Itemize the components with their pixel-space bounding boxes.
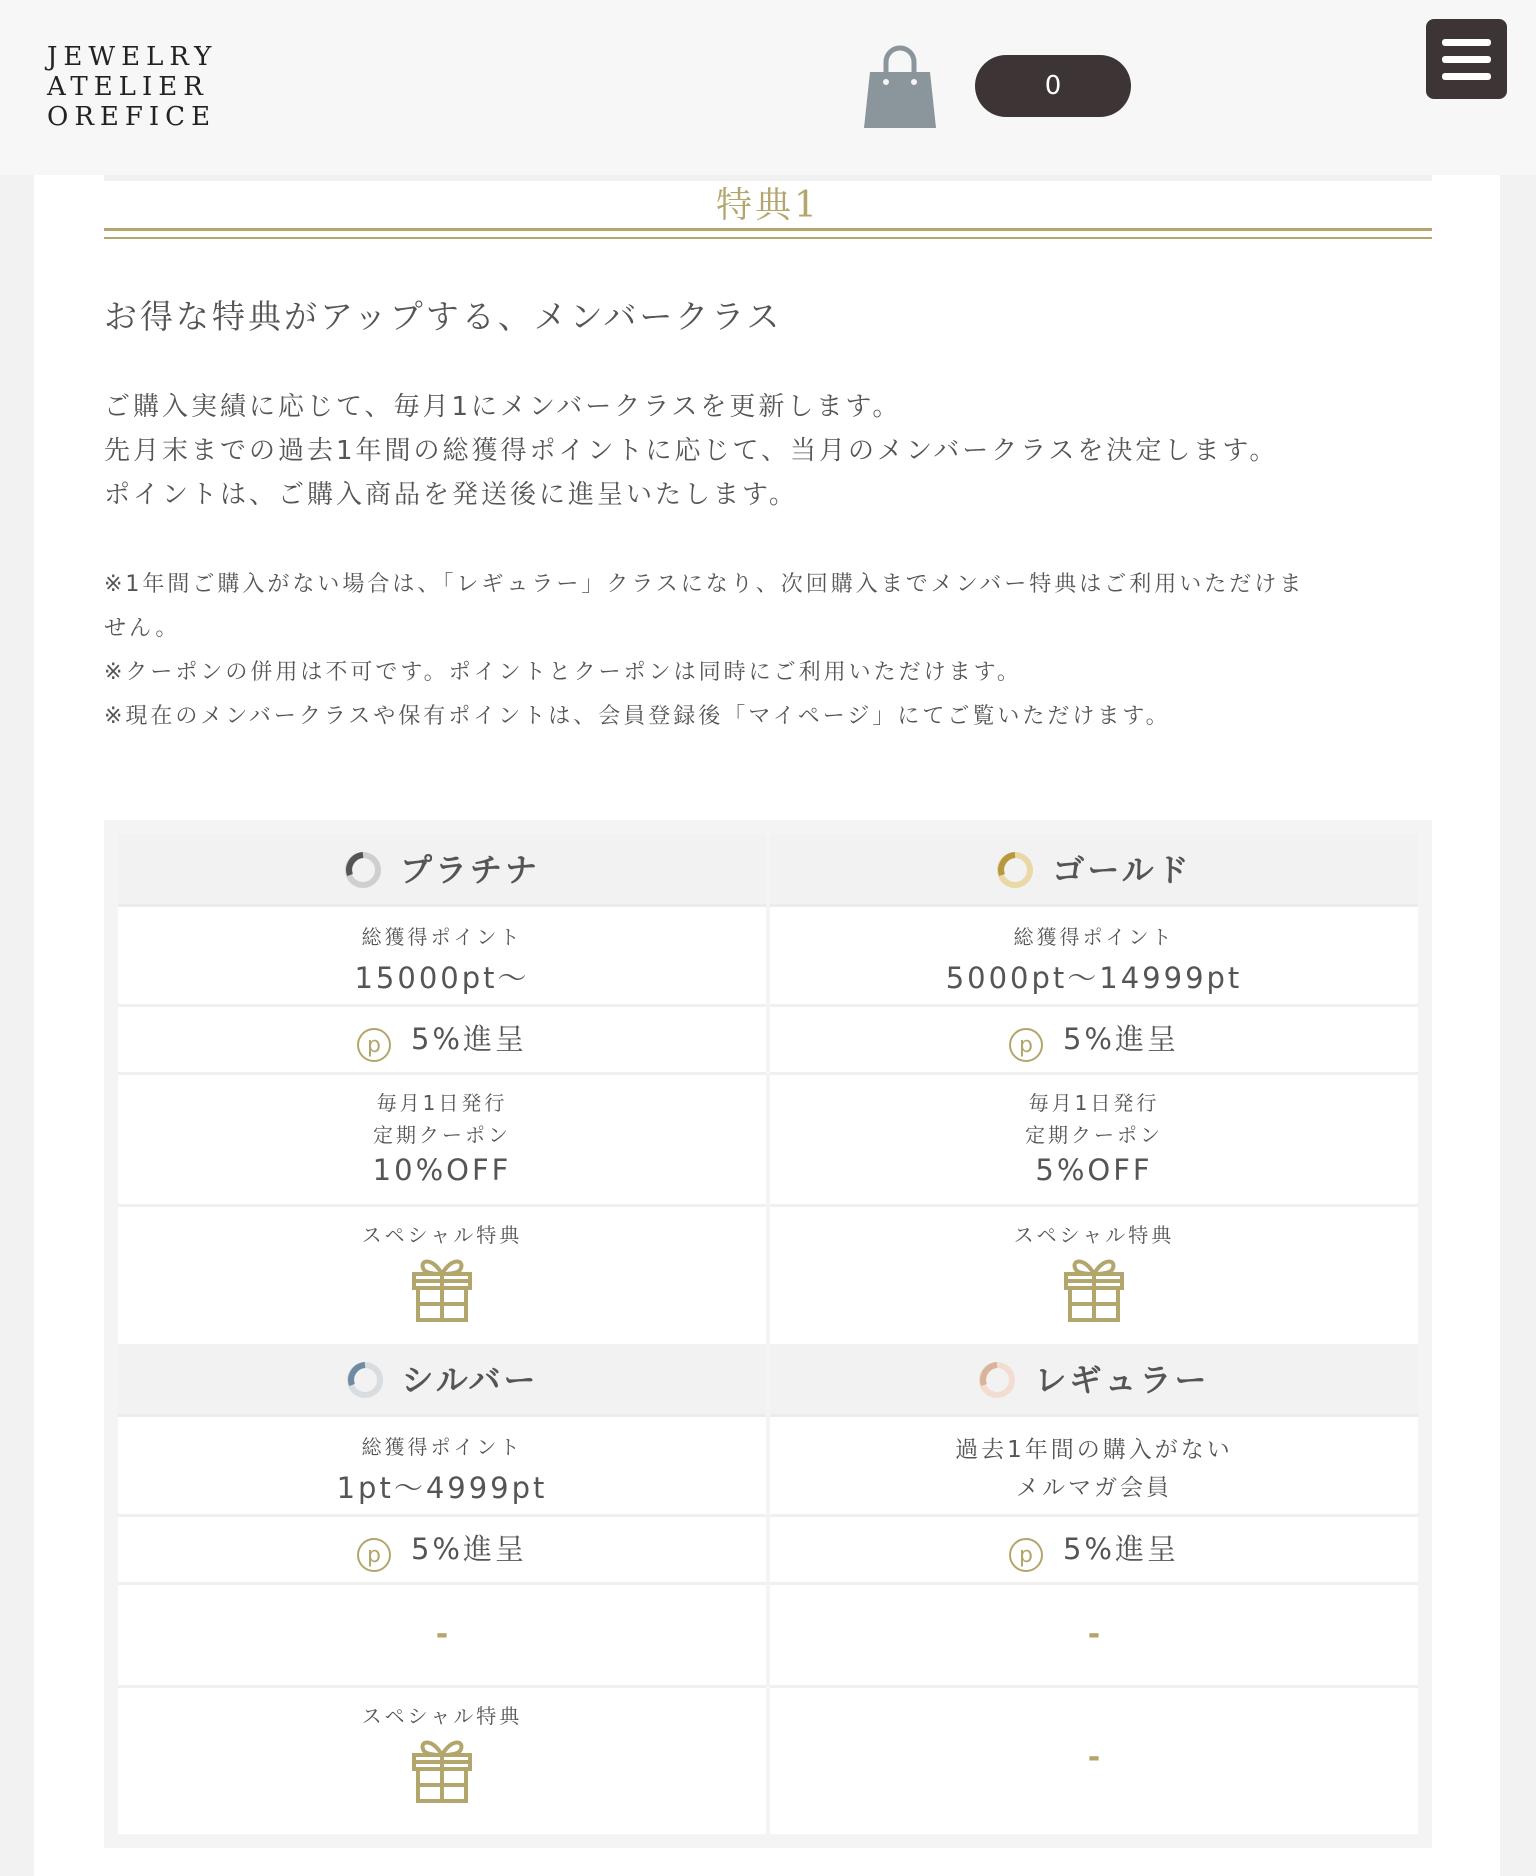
class-header-gold xyxy=(770,834,1418,907)
class-name: ゴールド xyxy=(1052,850,1192,889)
note-line: ※クーポンの併用は不可です。ポイントとクーポンは同時にご利用いただけます。 xyxy=(104,660,1022,685)
section-title: 特典1 xyxy=(716,185,820,226)
hamburger-menu-icon xyxy=(1442,56,1491,63)
point-rate: 5%進呈 xyxy=(1062,1532,1179,1566)
point-rate-cell xyxy=(770,1007,1418,1075)
point-rate-cell xyxy=(118,1517,766,1585)
special-value: - xyxy=(1087,1740,1101,1775)
class-name: シルバー xyxy=(401,1360,539,1399)
hamburger-menu-icon xyxy=(1442,39,1491,46)
coupon-cell xyxy=(770,1075,1418,1207)
condition-line: メルマガ会員 xyxy=(1016,1475,1172,1501)
coupon-value: 5%OFF xyxy=(1035,1153,1153,1187)
note-line: せん。 xyxy=(104,616,181,641)
class-header-silver xyxy=(118,1344,766,1417)
point-p-icon: p xyxy=(1009,1538,1043,1572)
point-p-icon: p xyxy=(357,1028,391,1062)
description-line: 先月末までの過去1年間の総獲得ポイントに応じて、当月のメンバークラスを決定します。 xyxy=(104,436,1279,466)
coupon-cell xyxy=(770,1585,1418,1688)
special-cell xyxy=(770,1207,1418,1344)
hamburger-menu-button[interactable] xyxy=(1426,19,1507,99)
member-class-table xyxy=(104,820,1432,1848)
point-rate-cell xyxy=(770,1517,1418,1585)
section-notes xyxy=(104,563,1444,739)
special-cell xyxy=(118,1688,766,1834)
coupon-line: 定期クーポン xyxy=(373,1123,511,1147)
points-cell xyxy=(118,1417,766,1517)
special-label: スペシャル特典 xyxy=(361,1704,523,1728)
cart-count-button[interactable]: 0 xyxy=(975,55,1131,117)
coupon-value: - xyxy=(1087,1617,1101,1652)
coupon-line: 毎月1日発行 xyxy=(1028,1091,1160,1115)
coupon-line: 定期クーポン xyxy=(1025,1123,1163,1147)
coupon-line: 毎月1日発行 xyxy=(376,1091,508,1115)
special-label: スペシャル特典 xyxy=(361,1223,523,1247)
content-panel xyxy=(34,175,1500,1876)
hamburger-menu-icon xyxy=(1442,73,1491,80)
points-label: 総獲得ポイント xyxy=(361,1435,523,1459)
logo-line-3: OREFICE xyxy=(47,102,217,132)
gift-icon xyxy=(410,1733,474,1805)
gold-ring-icon xyxy=(996,851,1034,889)
condition-cell xyxy=(770,1417,1418,1517)
special-label: スペシャル特典 xyxy=(1013,1223,1175,1247)
silver-ring-icon xyxy=(346,1361,384,1399)
points-value: 5000pt〜14999pt xyxy=(945,961,1243,995)
points-label: 総獲得ポイント xyxy=(361,925,523,949)
coupon-value: 10%OFF xyxy=(372,1153,512,1187)
regular-ring-icon xyxy=(978,1361,1016,1399)
section-description xyxy=(104,385,1444,517)
special-cell xyxy=(770,1688,1418,1834)
points-cell xyxy=(770,907,1418,1007)
gift-icon xyxy=(410,1252,474,1324)
points-value: 15000pt〜 xyxy=(354,961,530,995)
section-lead: お得な特典がアップする、メンバークラス xyxy=(104,297,783,336)
class-name: プラチナ xyxy=(399,850,540,889)
point-rate-cell xyxy=(118,1007,766,1075)
site-header xyxy=(0,0,1536,175)
note-line: ※現在のメンバークラスや保有ポイントは、会員登録後「マイページ」にてご覧いただけます。 xyxy=(104,704,1171,729)
site-logo[interactable] xyxy=(47,42,217,132)
points-value: 1pt〜4999pt xyxy=(336,1471,548,1505)
platinum-ring-icon xyxy=(344,851,382,889)
point-p-icon: p xyxy=(1009,1028,1043,1062)
coupon-cell xyxy=(118,1075,766,1207)
points-cell xyxy=(118,907,766,1007)
coupon-value: - xyxy=(435,1617,449,1652)
class-column-regular xyxy=(770,1344,1418,1834)
point-rate: 5%進呈 xyxy=(1062,1022,1179,1056)
points-label: 総獲得ポイント xyxy=(1013,925,1175,949)
special-cell xyxy=(118,1207,766,1344)
description-line: ご購入実績に応じて、毎月1にメンバークラスを更新します。 xyxy=(104,392,902,422)
coupon-cell xyxy=(118,1585,766,1688)
class-column-platinum xyxy=(118,834,766,1344)
class-header-platinum xyxy=(118,834,766,907)
note-line: ※1年間ご購入がない場合は、「レギュラー」クラスになり、次回購入までメンバー特典はご利用いただけま xyxy=(104,572,1305,597)
logo-line-2: ATELIER xyxy=(47,72,209,102)
logo-line-1: JEWELRY xyxy=(47,42,218,72)
shopping-bag-icon[interactable] xyxy=(862,44,938,130)
class-column-gold xyxy=(770,834,1418,1344)
title-divider xyxy=(104,228,1432,239)
description-line: ポイントは、ご購入商品を発送後に進呈いたします。 xyxy=(104,480,798,510)
class-header-regular xyxy=(770,1344,1418,1417)
point-rate: 5%進呈 xyxy=(410,1532,527,1566)
point-rate: 5%進呈 xyxy=(410,1022,527,1056)
class-name: レギュラー xyxy=(1034,1360,1210,1399)
condition-line: 過去1年間の購入がない xyxy=(955,1437,1233,1463)
gift-icon xyxy=(1062,1252,1126,1324)
point-p-icon: p xyxy=(357,1538,391,1572)
class-column-silver xyxy=(118,1344,766,1834)
